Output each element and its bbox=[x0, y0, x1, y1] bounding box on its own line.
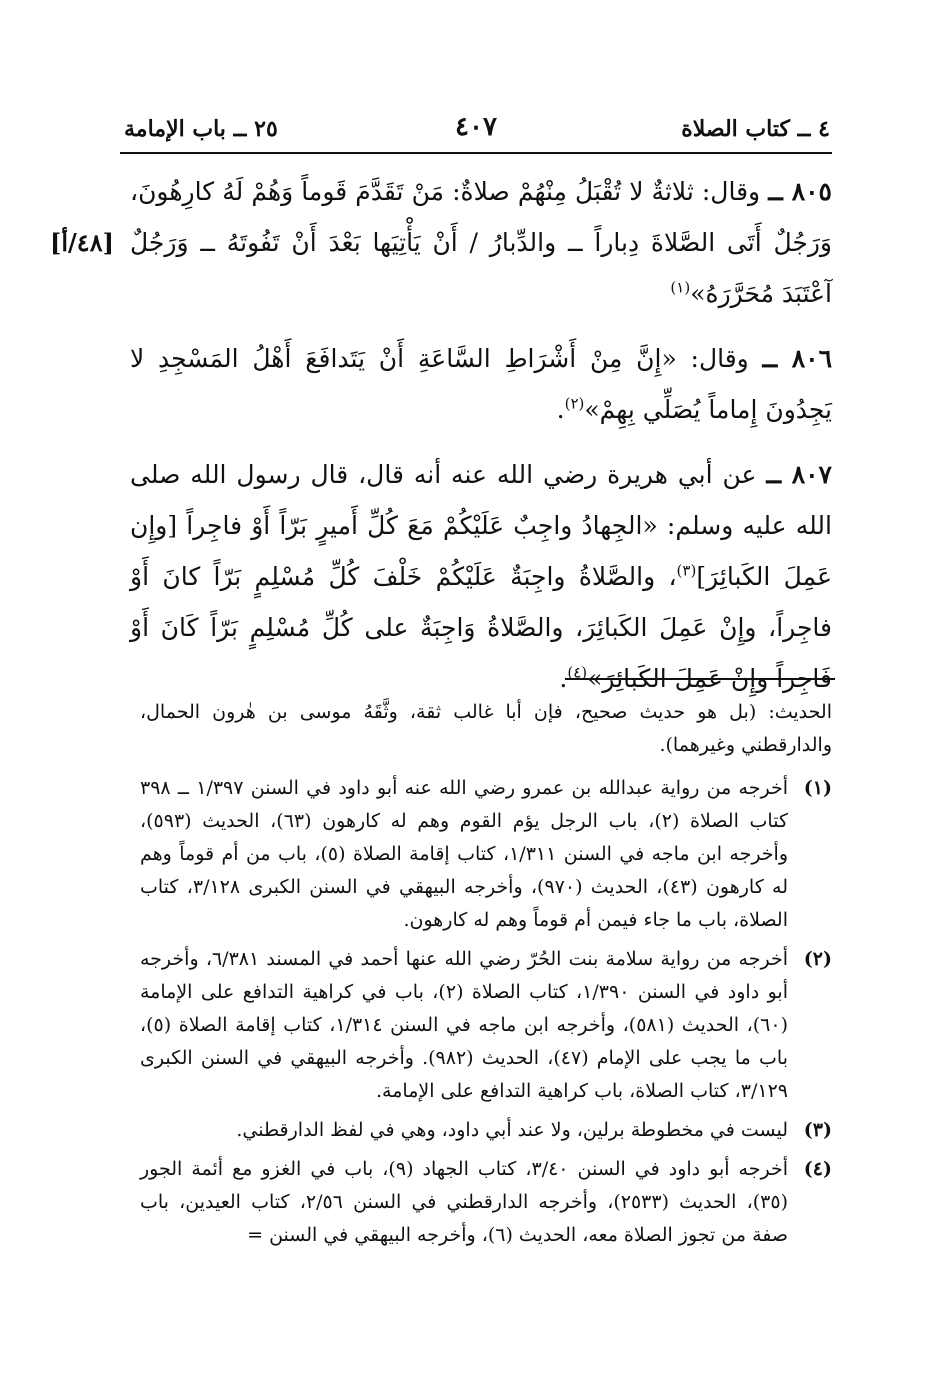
footnote-number: (٣) bbox=[803, 1119, 832, 1141]
page-header bbox=[120, 112, 832, 154]
footnote-ref: (٣) bbox=[676, 561, 697, 580]
footnote-number: (٢) bbox=[803, 948, 832, 970]
footnote-number: (٤) bbox=[803, 1158, 832, 1180]
footnote-3 bbox=[140, 1114, 832, 1147]
footnotes bbox=[140, 696, 832, 1258]
hadith-tail: . bbox=[556, 395, 565, 424]
hadith-text-part-b: ، والصَّلاةُ واجِبَةٌ عَلَيْكُمْ خَلْفَ كُلِّ مُسْلِمٍ بَرّاً كانَ أَوْ فاجِراً، وإِنْ عَمِلَ الكَبائِرَ، والصَّلاةُ وَاجِبَةٌ على كُلِّ مُسْلِمٍ بَرّاً كَانَ أَوْ فَاجِراً وإِنْ عَمِلَ الكَبائِرَ» bbox=[130, 562, 832, 693]
hadith-number: ٨٠٦ ــ bbox=[762, 344, 833, 373]
footnote-1 bbox=[140, 772, 832, 937]
hadith-806 bbox=[130, 333, 832, 435]
footnote-number: (١) bbox=[803, 777, 832, 799]
section-title: ٢٥ ــ باب الإمامة bbox=[124, 116, 278, 142]
footnote-continuation: الحديث: (بل هو حديث صحيح، فإن أبا غالب ثقة، وثَّقَهُ موسى بن هٰرون الحمال، والدارقطني وغيرهما). bbox=[140, 701, 832, 756]
hadith-text: وقال: ثلاثةٌ لا تُقْبَلُ مِنْهُمْ صلاةٌ: مَنْ تَقَدَّمَ قَوماً وَهُمْ لَهُ كارِهُونَ، وَرَجُلٌ أَتَى الصَّلاةَ دِباراً ــ والدِّبارُ / أَنْ يَأْتِيَها بَعْدَ أَنْ تَفُوتَهُ ــ وَرَجُلٌ آعْتَبَدَ مُحَرَّرَهُ» bbox=[130, 177, 832, 308]
page-number: ٤٠٧ bbox=[455, 112, 497, 142]
manuscript-folio-note: [٤٨/أ] bbox=[50, 228, 114, 257]
footnote-text: ليست في مخطوطة برلين، ولا عند أبي داود، وهي في لفظ الدارقطني. bbox=[236, 1119, 788, 1141]
footnote-4 bbox=[140, 1153, 832, 1252]
footnote-ref: (١) bbox=[670, 278, 691, 297]
hadith-number: ٨٠٥ ــ bbox=[768, 177, 832, 206]
hadith-text-part-a: عن أبي هريرة رضي الله عنه أنه قال، قال رسول الله صلى الله عليه وسلم: «الجِهادُ واجِبٌ عَلَيْكُمْ مَعَ كُلِّ أَميرٍ بَرّاً أَوْ فاجِراً [وإِن عَمِلَ الكَبائِرَ] bbox=[130, 460, 832, 591]
footnote-text: أخرجه من رواية عبدالله بن عمرو رضي الله عنه أبو داود في السنن ١/٣٩٧ ــ ٣٩٨ كتاب الصلاة (٢)، باب الرجل يؤم القوم وهم له كارهون (٦٣)، الحديث (٥٩٣)، وأخرجه ابن ماجه في السنن ١/٣١١، كتاب إقامة الصلاة (٥)، باب من أم قوماً وهم له كارهون (٤٣)، الحديث (٩٧٠)، وأخرجه البيهقي في السنن الكبرى ٣/١٢٨، كتاب الصلاة، باب ما جاء فيمن أم قوماً وهم له كارهون. bbox=[140, 777, 789, 931]
footnote-text: أخرجه من رواية سلامة بنت الحُرّ رضي الله عنها أحمد في المسند ٦/٣٨١، وأخرجه أبو داود في السنن ١/٣٩٠، كتاب الصلاة (٢)، باب في كراهية التدافع على الإمامة (٦٠)، الحديث (٥٨١)، وأخرجه ابن ماجه في السنن ١/٣١٤، كتاب إقامة الصلاة (٥)، باب ما يجب على الإمام (٤٧)، الحديث (٩٨٢). وأخرجه البيهقي في السنن الكبرى ٣/١٢٩، كتاب الصلاة، باب كراهية التدافع على الإمامة. bbox=[140, 948, 788, 1102]
hadith-number: ٨٠٧ ــ bbox=[766, 460, 832, 489]
hadith-805 bbox=[130, 166, 832, 319]
footnote-text: أخرجه أبو داود في السنن ٣/٤٠، كتاب الجهاد (٩)، باب في الغزو مع أئمة الجور (٣٥)، الحديث (٢٥٣٣)، وأخرجه الدارقطني في السنن ٢/٥٦، كتاب العيدين، باب صفة من تجوز الصلاة معه، الحديث (٦)، وأخرجه البيهقي في السنن = bbox=[140, 1158, 788, 1246]
footnote-ref: (٤) bbox=[567, 663, 588, 682]
hadith-text: وقال: «إِنَّ مِنْ أَشْرَاطِ السَّاعَةِ أَنْ يَتَدافَعَ أَهْلُ المَسْجِدِ لا يَجِدُونَ إِماماً يُصَلِّي بِهِمْ» bbox=[130, 344, 832, 424]
hadith-tail: . bbox=[559, 664, 568, 693]
footnote-ref: (٢) bbox=[564, 394, 585, 413]
main-text bbox=[130, 166, 832, 718]
footnote-2 bbox=[140, 943, 832, 1108]
hadith-807 bbox=[130, 449, 832, 704]
footnote-separator bbox=[565, 678, 835, 680]
chapter-title: ٤ ــ كتاب الصلاة bbox=[681, 116, 830, 142]
